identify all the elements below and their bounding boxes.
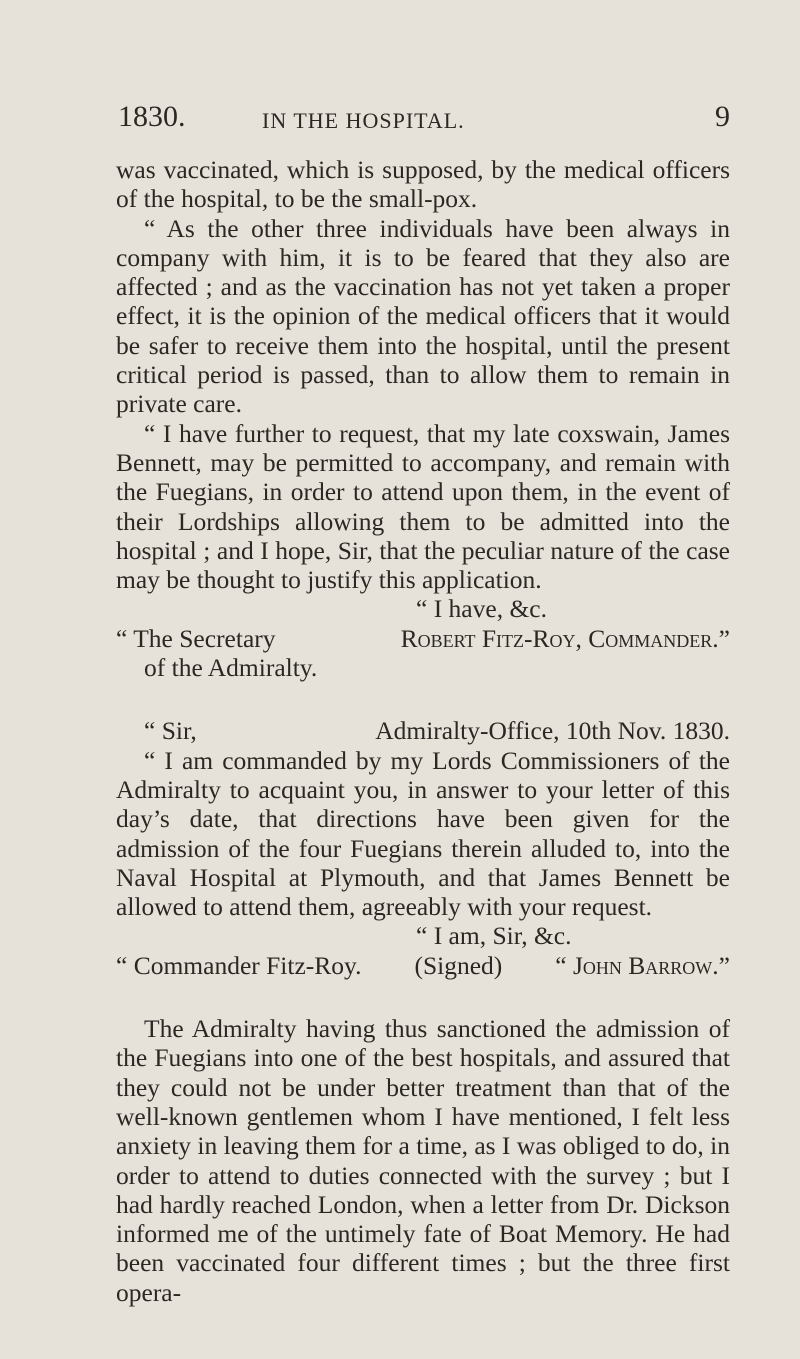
letter1-addressee: “ The Secretary — [116, 623, 276, 653]
letter2-signature-row — [116, 951, 730, 980]
letter1-signature: Robert Fitz-Roy, Commander.” — [400, 623, 730, 653]
header-year: 1830. — [118, 100, 186, 133]
page-body — [116, 155, 730, 1307]
letter1-signature-row — [116, 624, 730, 653]
letter2-heading-row — [116, 716, 730, 745]
paragraph-4: “ I am commanded by my Lords Commissioners of the Admiralty to acquaint you, in answer to your letter of this day’s date, that directions have been given for the admission of the four Fuegians therein alluded to, into the Naval Hospital at Plymouth, and that James Bennett be allowed to attend them, agreeably with your request. — [116, 745, 730, 922]
letter2-place-date: Admiralty-Office, 10th Nov. 1830. — [375, 716, 730, 746]
letter2-signature: “ John Barrow.” — [555, 950, 730, 980]
letter1-addressee-line2: of the Admiralty. — [144, 653, 318, 683]
header-title: IN THE HOSPITAL. — [262, 108, 465, 133]
letter2-salutation: “ Sir, — [144, 716, 197, 746]
running-header — [118, 100, 730, 140]
page-number: 9 — [715, 100, 730, 133]
paragraph-3: “ I have further to request, that my late coxswain, James Bennett, may be permitted to accompany, and remain with the Fuegians, in order to attend upon them, in the event of their Lordships allowing them to be admitted into the hospital ; and I hope, Sir, that the peculiar nature of the case may be thought to justify this application. — [116, 418, 730, 595]
letter2-addressee: “ Commander Fitz-Roy. — [116, 950, 362, 980]
letter2-signed: (Signed) — [414, 950, 503, 980]
letter1-closing: “ I have, &c. — [416, 594, 547, 624]
letter2-closing: “ I am, Sir, &c. — [416, 921, 572, 951]
paragraph-2: “ As the other three individuals have been always in company with him, it is to be feared that they also are affected ; and as the vaccination has not yet taken a proper effect, it is the opinion of the medical officers that it would be safer to receive them into the hospital, until the present critical period is passed, than to allow them to remain in private care. — [116, 213, 730, 419]
paragraph-1: was vaccinated, which is supposed, by the medical officers of the hospital, to be the small-pox. — [116, 155, 730, 214]
paragraph-5: The Admiralty having thus sanctioned the admission of the Fuegians into one of the best hospitals, and assured that they could not be under better treatment than that of the well-known gentlemen whom I have mentioned, I felt less anxiety in leaving them for a time, as I was obliged to do, in order to attend to duties connected with the survey ; but I had hardly reached London, when a letter from Dr. Dickson informed me of the untimely fate of Boat Memory. He had been vaccinated four different times ; but the three first opera- — [116, 1014, 730, 1307]
